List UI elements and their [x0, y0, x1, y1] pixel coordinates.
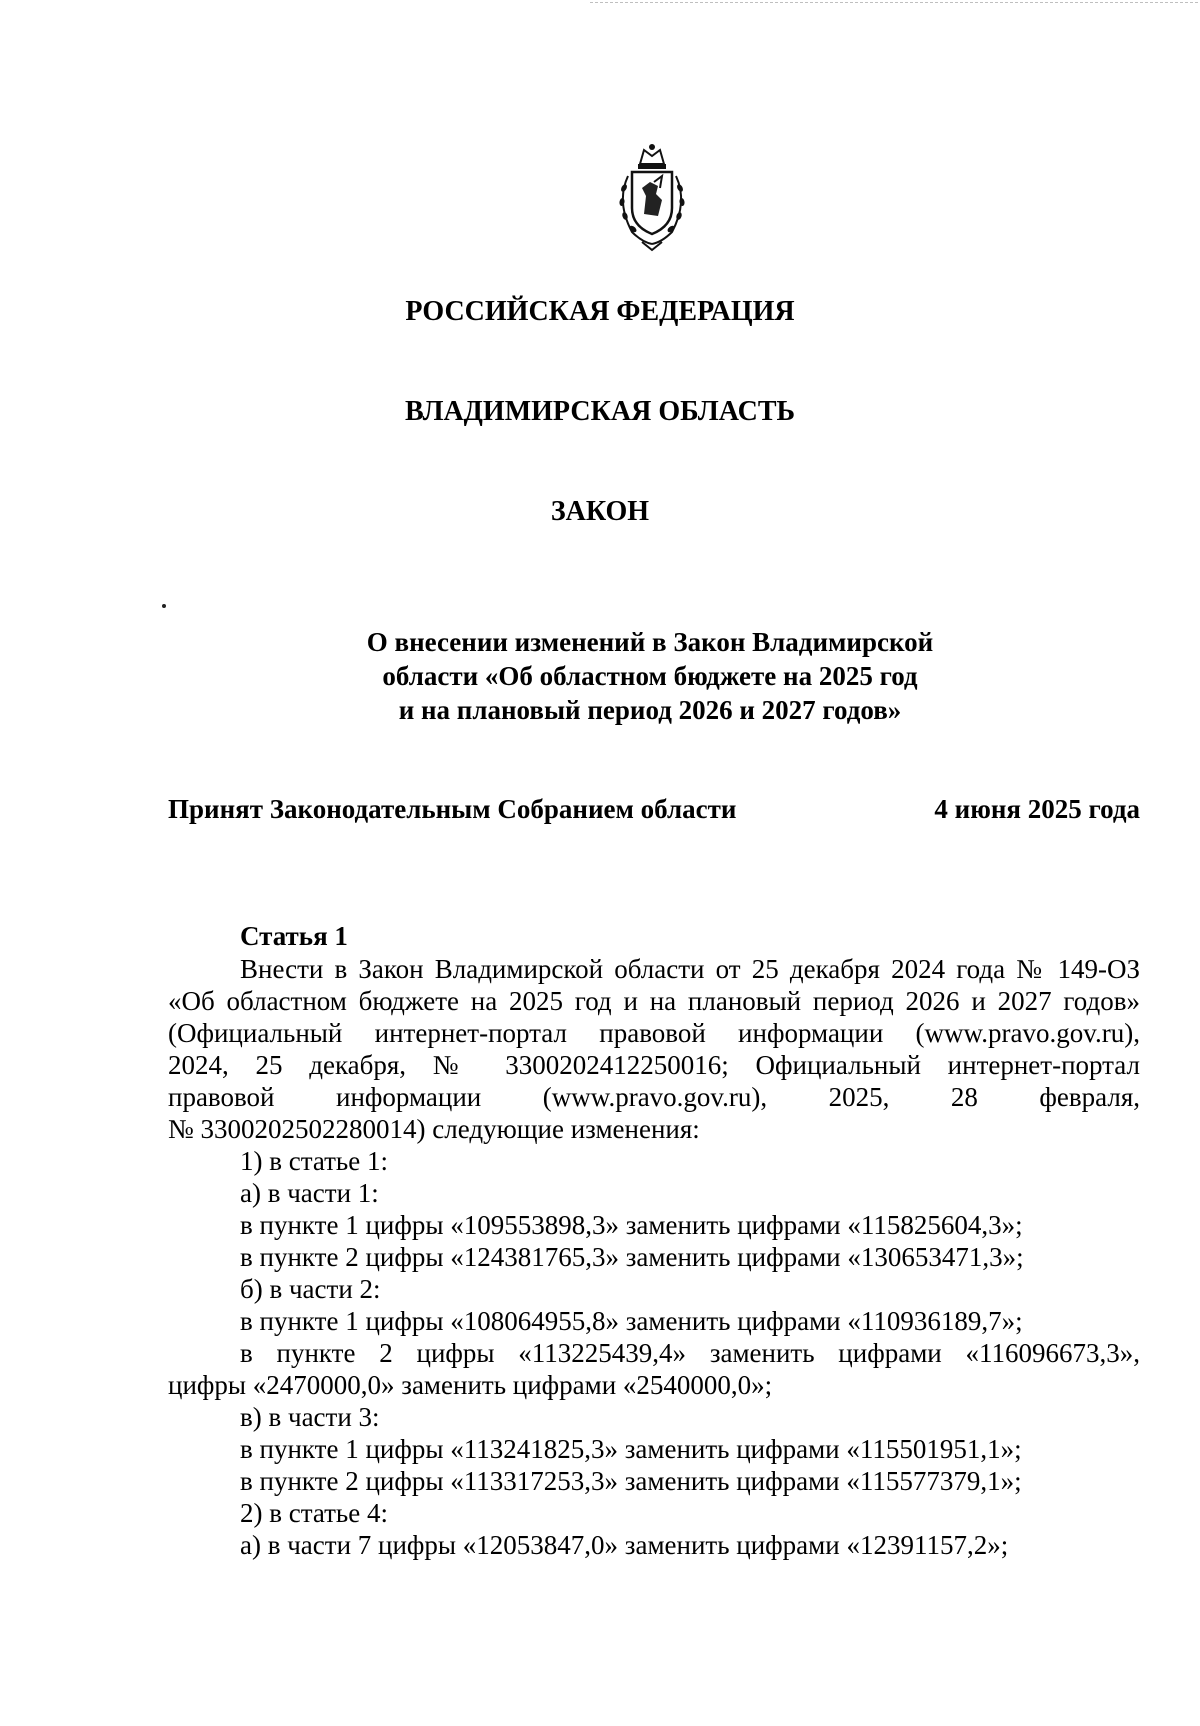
list-item: а) в части 7 цифры «12053847,0» заменить цифрами «12391157,2»; — [240, 1530, 1009, 1560]
law-title — [300, 625, 1000, 727]
list-item: в) в части 3: — [240, 1402, 380, 1432]
list-item: 1) в статье 1: — [240, 1146, 388, 1176]
document-type-heading: ЗАКОН — [550, 496, 650, 527]
list-item: а) в части 1: — [240, 1178, 379, 1208]
article-intro-line: № 3300202502280014) следующие изменения: — [168, 1114, 700, 1144]
list-item: в пункте 1 цифры «109553898,3» заменить цифрами «115825604,3»; — [240, 1210, 1023, 1240]
list-item: б) в части 2: — [240, 1274, 381, 1304]
adoption-date: 4 июня 2025 года — [934, 794, 1140, 824]
scan-speck — [162, 604, 166, 608]
list-item: в пункте 1 цифры «108064955,8» заменить цифрами «110936189,7»; — [240, 1306, 1023, 1336]
list-item: в пункте 1 цифры «113241825,3» заменить цифрами «115501951,1»; — [240, 1434, 1022, 1464]
adoption-line — [168, 792, 1140, 826]
list-item: в пункте 2 цифры «124381765,3» заменить цифрами «130653471,3»; — [240, 1242, 1024, 1272]
article-intro-line: правовой информации (www.pravo.gov.ru), 2025, 28 февраля, — [168, 1082, 1140, 1112]
article-intro-line: Внести в Закон Владимирской области от 25 декабря 2024 года № 149-ОЗ — [240, 954, 1140, 984]
law-title-line: О внесении изменений в Закон Владимирской — [366, 627, 934, 657]
law-title-line: области «Об областном бюджете на 2025 год — [382, 661, 918, 691]
article-body — [168, 920, 1140, 1561]
article-intro-line: (Официальный интернет-портал правовой информации (www.pravo.gov.ru), — [168, 1018, 1140, 1048]
scan-edge-line — [590, 2, 1198, 3]
coat-of-arms-icon — [602, 142, 702, 252]
article-intro-line: 2024, 25 декабря, № 3300202412250016; Официальный интернет-портал — [168, 1050, 1140, 1080]
adoption-label: Принят Законодательным Собранием области — [168, 794, 737, 824]
list-item: 2) в статье 4: — [240, 1498, 388, 1528]
law-title-line: и на плановый период 2026 и 2027 годов» — [398, 695, 902, 725]
country-heading: РОССИЙСКАЯ ФЕДЕРАЦИЯ — [405, 296, 795, 327]
article-intro-line: «Об областном бюджете на 2025 год и на плановый период 2026 и 2027 годов» — [168, 986, 1140, 1016]
list-item: в пункте 2 цифры «113317253,3» заменить цифрами «115577379,1»; — [240, 1466, 1022, 1496]
region-heading: ВЛАДИМИРСКАЯ ОБЛАСТЬ — [404, 396, 796, 427]
list-item: в пункте 2 цифры «113225439,4» заменить цифрами «116096673,3», — [240, 1338, 1140, 1368]
article-heading: Статья 1 — [240, 921, 348, 951]
list-item: цифры «2470000,0» заменить цифрами «2540000,0»; — [168, 1370, 773, 1400]
